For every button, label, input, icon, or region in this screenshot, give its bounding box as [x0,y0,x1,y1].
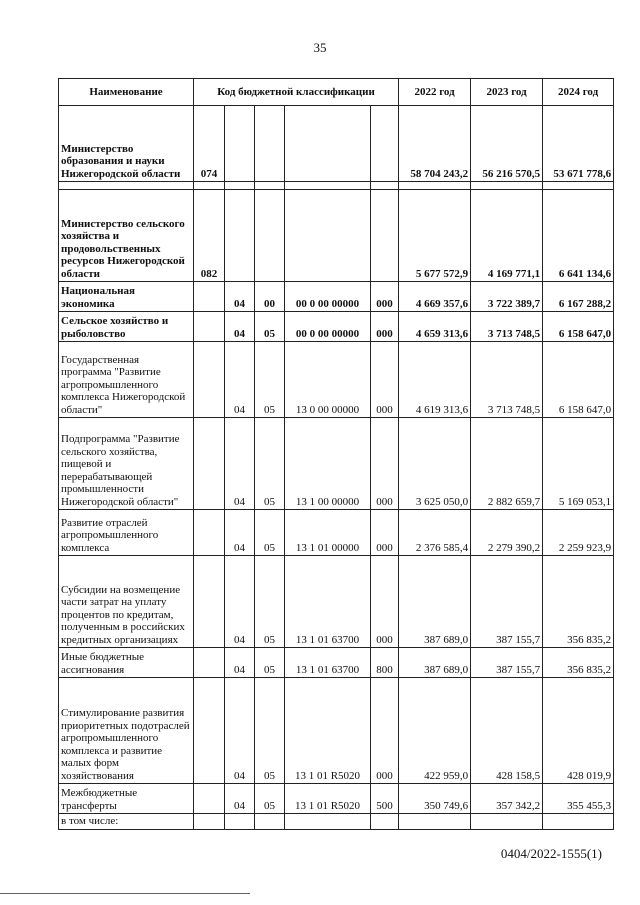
code-subsection-cell: 05 [255,510,285,556]
value-2023-cell: 56 216 570,5 [471,106,543,182]
code-subsection-cell: 05 [255,648,285,678]
table-row [59,814,614,830]
code-target-cell [285,190,371,282]
value-2024-cell [543,814,614,830]
value-2022-cell: 422 959,0 [399,678,471,784]
empty-cell [194,182,225,190]
value-2023-cell: 387 155,7 [471,648,543,678]
table-row [59,190,614,282]
code-ministry-cell [194,648,225,678]
value-2024-cell: 355 455,3 [543,784,614,814]
table-row [59,312,614,342]
value-2023-cell: 2 279 390,2 [471,510,543,556]
page-number: 35 [313,40,327,55]
budget-table [58,78,614,830]
value-2023-cell: 387 155,7 [471,556,543,648]
code-target-cell [285,106,371,182]
value-2023-cell: 2 882 659,7 [471,418,543,510]
header-2024: 2024 год [543,79,614,106]
code-subsection-cell: 05 [255,556,285,648]
code-subsection-cell [255,190,285,282]
table-body [59,106,614,830]
value-2024-cell: 356 835,2 [543,648,614,678]
empty-cell [285,182,371,190]
value-2022-cell [399,814,471,830]
code-subsection-cell: 05 [255,784,285,814]
code-expense-type-cell: 000 [371,282,399,312]
code-section-cell: 04 [225,784,255,814]
code-section-cell [225,106,255,182]
table-row [59,678,614,784]
code-section-cell: 04 [225,418,255,510]
code-target-cell: 13 1 01 63700 [285,556,371,648]
empty-cell [543,182,614,190]
row-name-cell: Министерство образования и науки Нижегородской области [59,106,194,182]
code-target-cell: 13 1 00 00000 [285,418,371,510]
header-2022: 2022 год [399,79,471,106]
value-2024-cell: 6 167 288,2 [543,282,614,312]
table-row [59,342,614,418]
code-expense-type-cell [371,106,399,182]
code-target-cell: 00 0 00 00000 [285,312,371,342]
table-row [59,106,614,182]
value-2023-cell: 357 342,2 [471,784,543,814]
code-target-cell: 13 0 00 00000 [285,342,371,418]
code-target-cell: 13 1 01 00000 [285,510,371,556]
header-2023: 2023 год [471,79,543,106]
code-subsection-cell: 05 [255,418,285,510]
code-target-cell: 13 1 01 63700 [285,648,371,678]
row-name-cell: Субсидии на возмещение части затрат на уплату процентов по кредитам, полученным в российских кредитных организациях [59,556,194,648]
value-2022-cell: 4 619 313,6 [399,342,471,418]
table-row [59,784,614,814]
code-section-cell [225,814,255,830]
value-2023-cell [471,814,543,830]
header-name: Наименование [59,79,194,106]
value-2022-cell: 4 669 357,6 [399,282,471,312]
code-expense-type-cell: 000 [371,312,399,342]
row-name-cell: в том числе: [59,814,194,830]
code-ministry-cell [194,312,225,342]
table-row [59,282,614,312]
code-expense-type-cell [371,814,399,830]
value-2022-cell: 5 677 572,9 [399,190,471,282]
code-subsection-cell [255,106,285,182]
code-section-cell [225,190,255,282]
code-expense-type-cell: 000 [371,556,399,648]
table-row [59,510,614,556]
code-expense-type-cell: 800 [371,648,399,678]
value-2022-cell: 58 704 243,2 [399,106,471,182]
value-2023-cell: 3 713 748,5 [471,342,543,418]
code-section-cell: 04 [225,678,255,784]
code-section-cell: 04 [225,556,255,648]
code-ministry-cell [194,678,225,784]
code-expense-type-cell: 000 [371,678,399,784]
code-ministry-cell [194,282,225,312]
code-subsection-cell: 00 [255,282,285,312]
code-section-cell: 04 [225,312,255,342]
header-code: Код бюджетной классификации [194,79,399,106]
code-target-cell: 00 0 00 00000 [285,282,371,312]
code-ministry-cell [194,556,225,648]
code-target-cell: 13 1 01 R5020 [285,784,371,814]
value-2024-cell: 6 158 647,0 [543,312,614,342]
code-ministry-cell [194,418,225,510]
code-section-cell: 04 [225,648,255,678]
table-row [59,418,614,510]
code-subsection-cell: 05 [255,342,285,418]
value-2024-cell: 5 169 053,1 [543,418,614,510]
value-2024-cell: 6 641 134,6 [543,190,614,282]
code-target-cell [285,814,371,830]
value-2022-cell: 350 749,6 [399,784,471,814]
row-name-cell: Государственная программа "Развитие агропромышленного комплекса Нижегородской области" [59,342,194,418]
row-name-cell: Министерство сельского хозяйства и продовольственных ресурсов Нижегородской области [59,190,194,282]
value-2022-cell: 3 625 050,0 [399,418,471,510]
row-name-cell: Подпрограмма "Развитие сельского хозяйства, пищевой и перерабатывающей промышленности Нижегородской области" [59,418,194,510]
code-ministry-cell: 082 [194,190,225,282]
row-name-cell: Стимулирование развития приоритетных подотраслей агропромышленного комплекса и развитие малых форм хозяйствования [59,678,194,784]
value-2024-cell: 2 259 923,9 [543,510,614,556]
empty-cell [59,182,194,190]
code-ministry-cell [194,510,225,556]
code-subsection-cell [255,814,285,830]
footer-rule [0,893,250,894]
row-name-cell: Развитие отраслей агропромышленного комплекса [59,510,194,556]
empty-cell [399,182,471,190]
code-expense-type-cell [371,190,399,282]
empty-cell [255,182,285,190]
value-2024-cell: 428 019,9 [543,678,614,784]
code-subsection-cell: 05 [255,678,285,784]
code-section-cell: 04 [225,342,255,418]
code-section-cell: 04 [225,510,255,556]
value-2023-cell: 4 169 771,1 [471,190,543,282]
empty-cell [471,182,543,190]
code-expense-type-cell: 000 [371,418,399,510]
spacer-row [59,182,614,190]
value-2024-cell: 356 835,2 [543,556,614,648]
value-2022-cell: 4 659 313,6 [399,312,471,342]
value-2024-cell: 53 671 778,6 [543,106,614,182]
code-ministry-cell: 074 [194,106,225,182]
code-ministry-cell [194,814,225,830]
row-name-cell: Сельское хозяйство и рыболовство [59,312,194,342]
empty-cell [371,182,399,190]
value-2024-cell: 6 158 647,0 [543,342,614,418]
code-target-cell: 13 1 01 R5020 [285,678,371,784]
row-name-cell: Иные бюджетные ассигнования [59,648,194,678]
code-expense-type-cell: 000 [371,510,399,556]
code-expense-type-cell: 000 [371,342,399,418]
code-ministry-cell [194,784,225,814]
table-row [59,648,614,678]
value-2022-cell: 2 376 585,4 [399,510,471,556]
value-2022-cell: 387 689,0 [399,648,471,678]
value-2022-cell: 387 689,0 [399,556,471,648]
value-2023-cell: 3 722 389,7 [471,282,543,312]
code-subsection-cell: 05 [255,312,285,342]
empty-cell [225,182,255,190]
value-2023-cell: 3 713 748,5 [471,312,543,342]
document-code: 0404/2022-1555(1) [500,846,602,861]
table-header-row [59,79,614,106]
table-row [59,556,614,648]
row-name-cell: Национальная экономика [59,282,194,312]
code-section-cell: 04 [225,282,255,312]
code-expense-type-cell: 500 [371,784,399,814]
row-name-cell: Межбюджетные трансферты [59,784,194,814]
code-ministry-cell [194,342,225,418]
value-2023-cell: 428 158,5 [471,678,543,784]
